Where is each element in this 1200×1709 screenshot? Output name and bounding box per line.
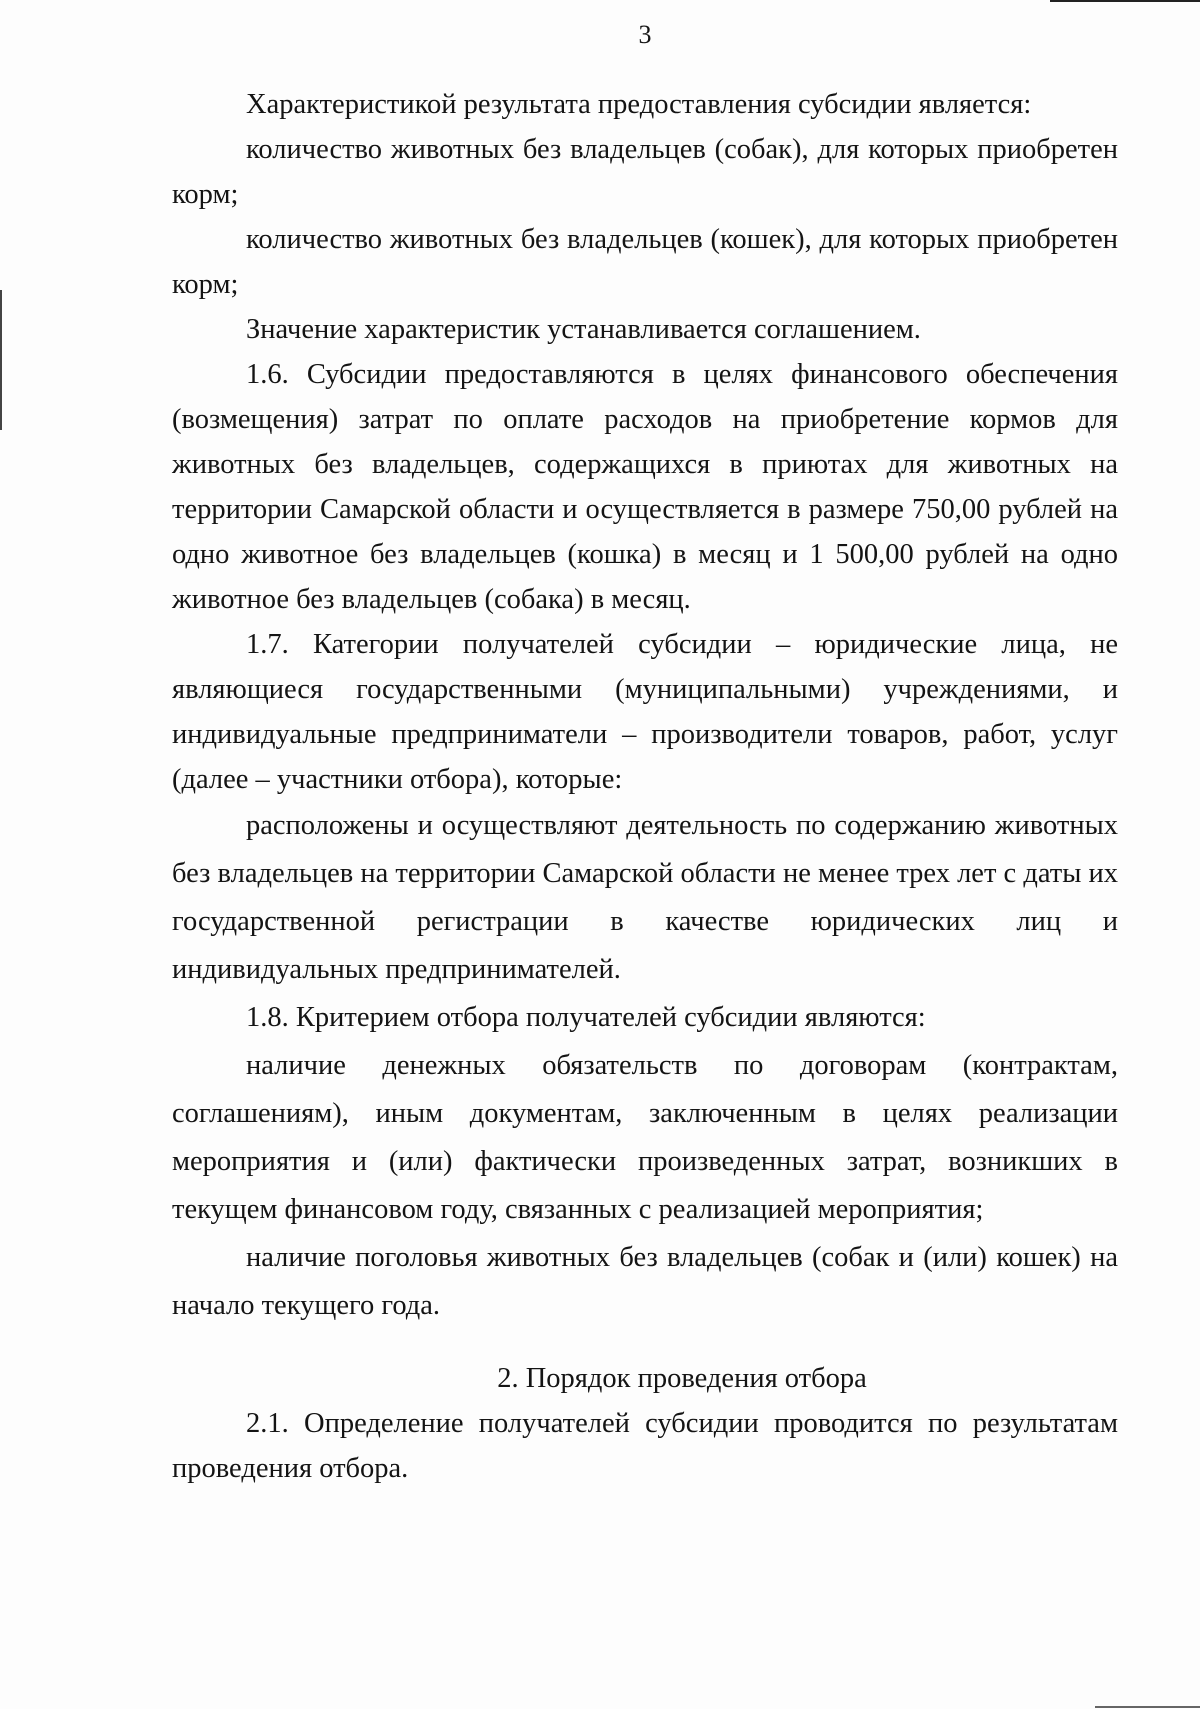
paragraph-characteristics-value: Значение характеристик устанавливается соглашением.: [246, 314, 921, 345]
paragraph-result-characteristic: Характеристикой результата предоставления субсидии является:: [246, 89, 1032, 120]
paragraph-cats-count: количество животных без владельцев (кошек), для которых приобретен корм;: [172, 224, 1118, 300]
paragraph-livestock: наличие поголовья животных без владельцев (собак и (или) кошек) на начало текущего года.: [172, 1242, 1118, 1321]
scan-artifact-left-edge: [0, 290, 2, 430]
section-heading: 2. Порядок проведения отбора: [497, 1363, 867, 1394]
scan-artifact-top-right: [1050, 0, 1200, 2]
paragraph-1-6: 1.6. Субсидии предоставляются в целях финансового обеспечения (возмещения) затрат по оплате расходов на приобретение кормов для животных без владельцев, содержащихся в приютах для животных на территории Самарской области и осуществляется в размере 750,00 рублей на одно животное без владельцев (кошка) в месяц и 1 500,00 рублей на одно животное без владельцев (собака) в месяц.: [172, 359, 1118, 615]
paragraph-monetary-obligations: наличие денежных обязательств по договорам (контрактам, соглашениям), иным документам, заключенным в целях реализации мероприятия и (или) фактически произведенных затрат, возникших в текущем финансовом году, связанных с реализацией мероприятия;: [172, 1050, 1118, 1225]
document-body: [172, 82, 1118, 1491]
paragraph-dogs-count: количество животных без владельцев (собак), для которых приобретен корм;: [172, 134, 1118, 210]
paragraph-2-1: 2.1. Определение получателей субсидии проводится по результатам проведения отбора.: [172, 1408, 1118, 1484]
paragraph-1-8: 1.8. Критерием отбора получателей субсидии являются:: [246, 1002, 926, 1033]
page-number: 3: [638, 20, 652, 49]
scan-artifact-bottom-right: [1095, 1706, 1200, 1708]
paragraph-1-7: 1.7. Категории получателей субсидии – юридические лица, не являющиеся государственными (муниципальными) учреждениями, и индивидуальные предприниматели – производители товаров, работ, услуг (далее – участники отбора), которые:: [172, 629, 1118, 795]
paragraph-location-criteria: расположены и осуществляют деятельность по содержанию животных без владельцев на территории Самарской области не менее трех лет с даты их государственной регистрации в качестве юридических лиц и индивидуальных предпринимателей.: [172, 810, 1118, 985]
